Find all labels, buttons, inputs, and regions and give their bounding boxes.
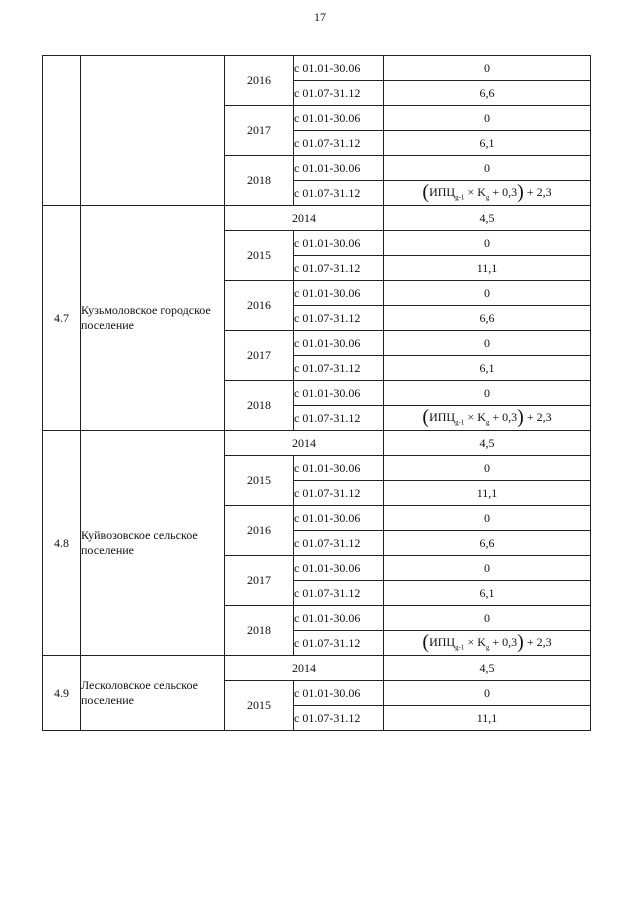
formula-ipc: ИПЦ	[429, 634, 456, 649]
formula-tail: + 2,3	[523, 634, 552, 649]
value-cell: 6,6	[384, 81, 591, 106]
period-cell: с 01.07-31.12	[294, 531, 384, 556]
formula-close-paren: )	[517, 180, 524, 203]
value-cell: 6,1	[384, 581, 591, 606]
period-cell: с 01.01-30.06	[294, 231, 384, 256]
period-cell: с 01.07-31.12	[294, 81, 384, 106]
period-cell: с 01.01-30.06	[294, 506, 384, 531]
formula-times-k: × K	[464, 409, 486, 424]
formula-k-subscript: g	[485, 643, 490, 652]
value-cell: 0	[384, 156, 591, 181]
value-cell: 11,1	[384, 481, 591, 506]
base-value-cell: 4,5	[384, 206, 591, 231]
value-cell: 11,1	[384, 256, 591, 281]
section-header-row	[43, 431, 591, 456]
formula-cell	[384, 406, 591, 431]
period-cell: с 01.07-31.12	[294, 406, 384, 431]
value-cell: 6,1	[384, 131, 591, 156]
value-cell: 0	[384, 606, 591, 631]
formula-ipc-subscript: g-1	[455, 643, 465, 652]
tariff-formula	[422, 405, 552, 428]
formula-cell	[384, 181, 591, 206]
base-year-cell: 2014	[225, 206, 384, 231]
tariff-formula	[422, 180, 552, 203]
value-cell: 0	[384, 456, 591, 481]
page-number: 17	[314, 10, 326, 24]
formula-open-paren: (	[422, 405, 430, 428]
formula-k-subscript: g	[485, 418, 490, 427]
year-cell: 2018	[225, 381, 294, 431]
formula-close-paren: )	[517, 630, 524, 653]
value-cell: 6,6	[384, 306, 591, 331]
item-name-cell: Кузьмоловское городское поселение	[81, 206, 225, 431]
year-cell: 2016	[225, 56, 294, 106]
formula-plus: + 0,3	[489, 634, 518, 649]
year-cell: 2016	[225, 281, 294, 331]
formula-ipc-subscript: g-1	[455, 418, 465, 427]
period-cell: с 01.07-31.12	[294, 706, 384, 731]
value-cell: 0	[384, 681, 591, 706]
period-cell: с 01.01-30.06	[294, 106, 384, 131]
base-value-cell: 4,5	[384, 656, 591, 681]
formula-ipc: ИПЦ	[429, 184, 456, 199]
value-cell: 0	[384, 506, 591, 531]
formula-tail: + 2,3	[523, 409, 552, 424]
period-cell: с 01.01-30.06	[294, 331, 384, 356]
period-cell: с 01.07-31.12	[294, 481, 384, 506]
period-cell: с 01.07-31.12	[294, 256, 384, 281]
base-year-cell: 2014	[225, 656, 384, 681]
item-number-cell: 4.8	[43, 431, 81, 656]
period-cell: с 01.07-31.12	[294, 306, 384, 331]
tariff-formula	[422, 630, 552, 653]
period-cell: с 01.01-30.06	[294, 606, 384, 631]
year-cell: 2016	[225, 506, 294, 556]
year-cell: 2018	[225, 606, 294, 656]
formula-times-k: × K	[464, 634, 486, 649]
formula-k-subscript: g	[485, 193, 490, 202]
value-cell: 0	[384, 281, 591, 306]
section-header-row	[43, 206, 591, 231]
value-cell: 11,1	[384, 706, 591, 731]
formula-cell	[384, 631, 591, 656]
value-cell: 0	[384, 556, 591, 581]
value-cell: 0	[384, 56, 591, 81]
item-name-cell	[81, 56, 225, 206]
period-cell: с 01.07-31.12	[294, 356, 384, 381]
formula-times-k: × K	[464, 184, 486, 199]
formula-ipc-subscript: g-1	[455, 193, 465, 202]
value-cell: 6,1	[384, 356, 591, 381]
base-year-cell: 2014	[225, 431, 384, 456]
item-name-cell: Лесколовское сельское поселение	[81, 656, 225, 731]
base-value-cell: 4,5	[384, 431, 591, 456]
year-cell: 2015	[225, 681, 294, 731]
section-header-row	[43, 656, 591, 681]
period-cell: с 01.01-30.06	[294, 456, 384, 481]
formula-ipc: ИПЦ	[429, 409, 456, 424]
table-row	[43, 56, 591, 81]
item-name-cell: Куйвозовское сельское поселение	[81, 431, 225, 656]
year-cell: 2017	[225, 331, 294, 381]
formula-close-paren: )	[517, 405, 524, 428]
period-cell: с 01.01-30.06	[294, 556, 384, 581]
period-cell: с 01.07-31.12	[294, 131, 384, 156]
year-cell: 2015	[225, 456, 294, 506]
formula-plus: + 0,3	[489, 184, 518, 199]
year-cell: 2017	[225, 106, 294, 156]
formula-open-paren: (	[422, 180, 430, 203]
formula-tail: + 2,3	[523, 184, 552, 199]
formula-open-paren: (	[422, 630, 430, 653]
tariff-table	[42, 55, 591, 731]
item-number-cell	[43, 56, 81, 206]
period-cell: с 01.07-31.12	[294, 631, 384, 656]
year-cell: 2018	[225, 156, 294, 206]
year-cell: 2017	[225, 556, 294, 606]
value-cell: 0	[384, 106, 591, 131]
formula-plus: + 0,3	[489, 409, 518, 424]
period-cell: с 01.07-31.12	[294, 181, 384, 206]
value-cell: 0	[384, 331, 591, 356]
period-cell: с 01.01-30.06	[294, 381, 384, 406]
value-cell: 0	[384, 381, 591, 406]
value-cell: 0	[384, 231, 591, 256]
period-cell: с 01.01-30.06	[294, 56, 384, 81]
period-cell: с 01.01-30.06	[294, 156, 384, 181]
period-cell: с 01.01-30.06	[294, 681, 384, 706]
period-cell: с 01.01-30.06	[294, 281, 384, 306]
item-number-cell: 4.9	[43, 656, 81, 731]
item-number-cell: 4.7	[43, 206, 81, 431]
period-cell: с 01.07-31.12	[294, 581, 384, 606]
year-cell: 2015	[225, 231, 294, 281]
value-cell: 6,6	[384, 531, 591, 556]
